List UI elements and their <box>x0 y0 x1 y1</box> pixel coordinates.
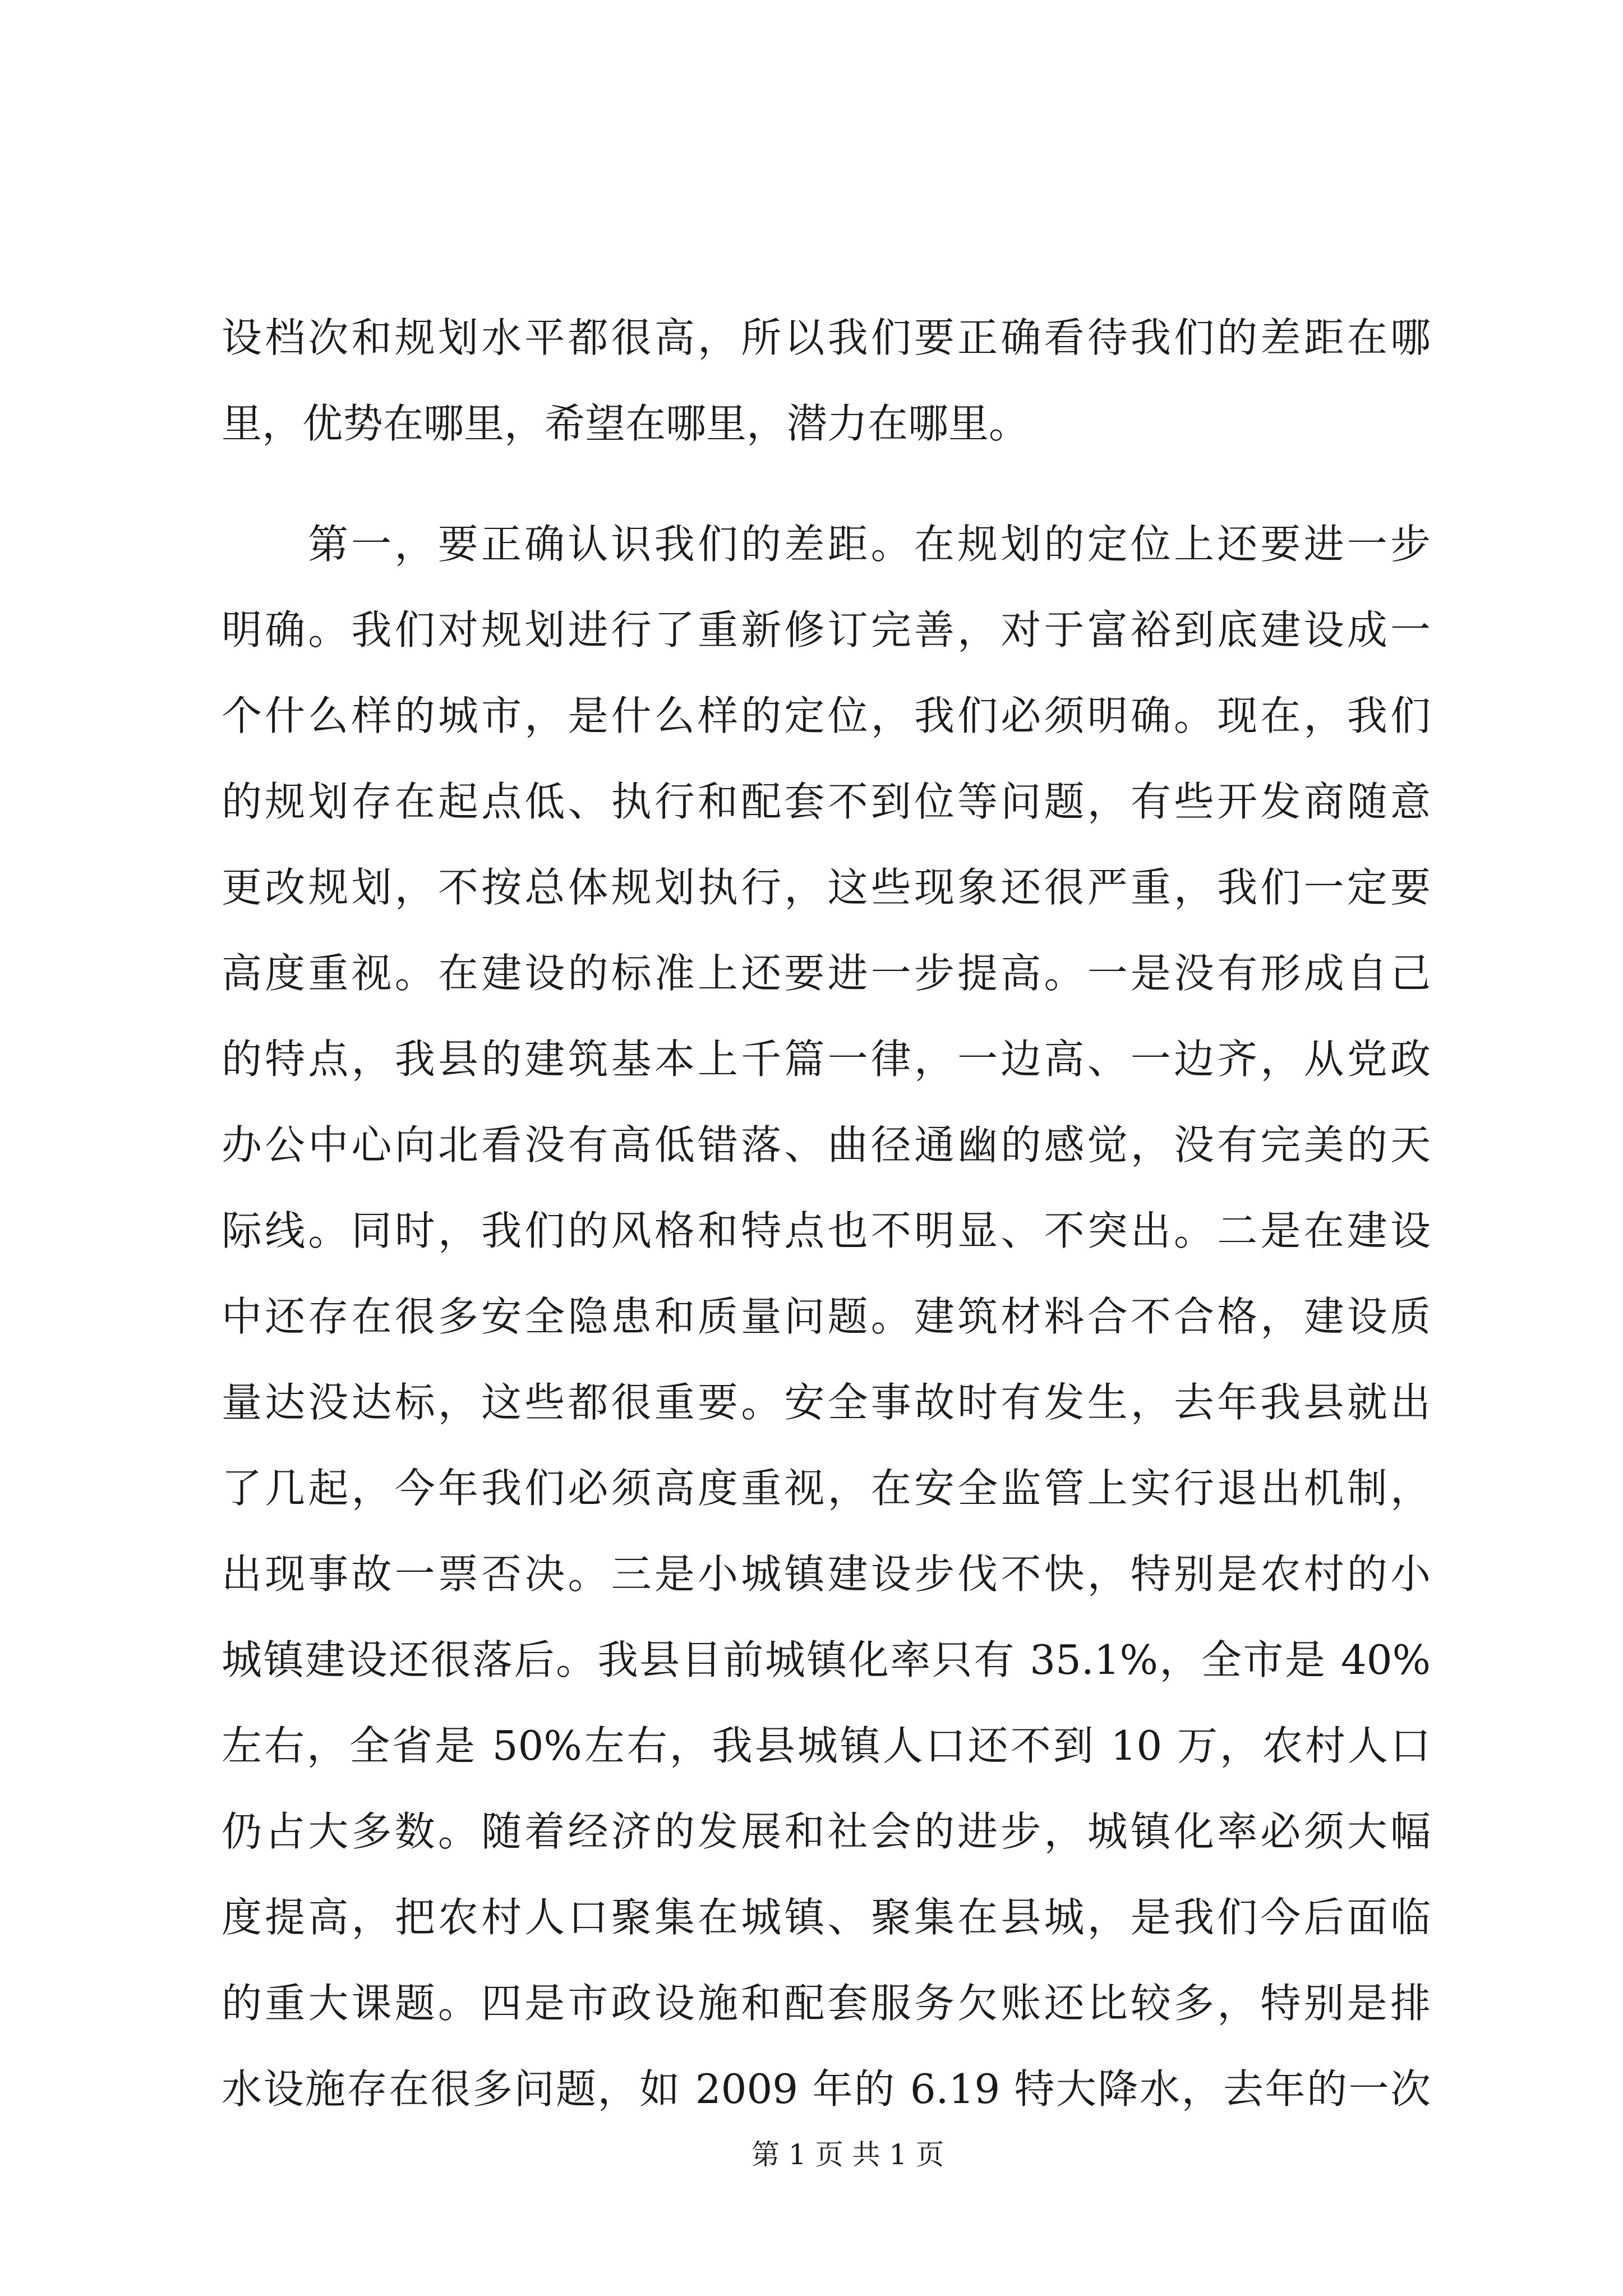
paragraph-1 <box>222 295 1431 467</box>
text-line: 中还存在很多安全隐患和质量问题。建筑材料合不合格，建设质 <box>222 1293 1431 1340</box>
text-line: 设档次和规划水平都很高，所以我们要正确看待我们的差距在哪 <box>222 314 1431 361</box>
text-line: 出现事故一票否决。三是小城镇建设步伐不快，特别是农村的小 <box>222 1550 1431 1598</box>
text-line: 里，优势在哪里，希望在哪里，潜力在哪里。 <box>222 400 1030 447</box>
paragraph-2 <box>222 501 1431 2132</box>
text-line: 的特点，我县的建筑基本上千篇一律，一边高、一边齐，从党政 <box>222 1036 1431 1083</box>
text-line: 更改规划，不按总体规划执行，这些现象还很严重，我们一定要 <box>222 864 1431 911</box>
text-line: 高度重视。在建设的标准上还要进一步提高。一是没有形成自己 <box>222 950 1431 997</box>
text-line: 的规划存在起点低、执行和配套不到位等问题，有些开发商随意 <box>222 778 1431 825</box>
text-line: 度提高，把农村人口聚集在城镇、聚集在县城，是我们今后面临 <box>222 1894 1431 1941</box>
text-line: 水设施存在很多问题，如 2009 年的 6.19 特大降水，去年的一次 <box>222 2065 1431 2113</box>
text-line: 明确。我们对规划进行了重新修订完善，对于富裕到底建设成一 <box>222 606 1431 654</box>
text-line: 城镇建设还很落后。我县目前城镇化率只有 35.1%，全市是 40% <box>222 1636 1431 1683</box>
text-line: 个什么样的城市，是什么样的定位，我们必须明确。现在，我们 <box>222 692 1431 739</box>
text-line: 办公中心向北看没有高低错落、曲径通幽的感觉，没有完美的天 <box>222 1121 1431 1168</box>
text-line: 的重大课题。四是市政设施和配套服务欠账还比较多，特别是排 <box>222 1980 1431 2027</box>
text-line: 量达没达标，这些都很重要。安全事故时有发生，去年我县就出 <box>222 1379 1431 1426</box>
text-line: 际线。同时，我们的风格和特点也不明显、不突出。二是在建设 <box>222 1207 1431 1254</box>
text-line: 左右，全省是 50%左右，我县城镇人口还不到 10 万，农村人口 <box>222 1722 1431 1769</box>
text-line: 仍占大多数。随着经济的发展和社会的进步，城镇化率必须大幅 <box>222 1808 1431 1855</box>
page-number-footer: 第 1 页 共 1 页 <box>751 2138 944 2171</box>
text-line: 第一，要正确认识我们的差距。在规划的定位上还要进一步 <box>308 521 1431 568</box>
document-body <box>222 295 1431 2132</box>
text-line: 了几起，今年我们必须高度重视，在安全监管上实行退出机制， <box>222 1465 1431 1512</box>
